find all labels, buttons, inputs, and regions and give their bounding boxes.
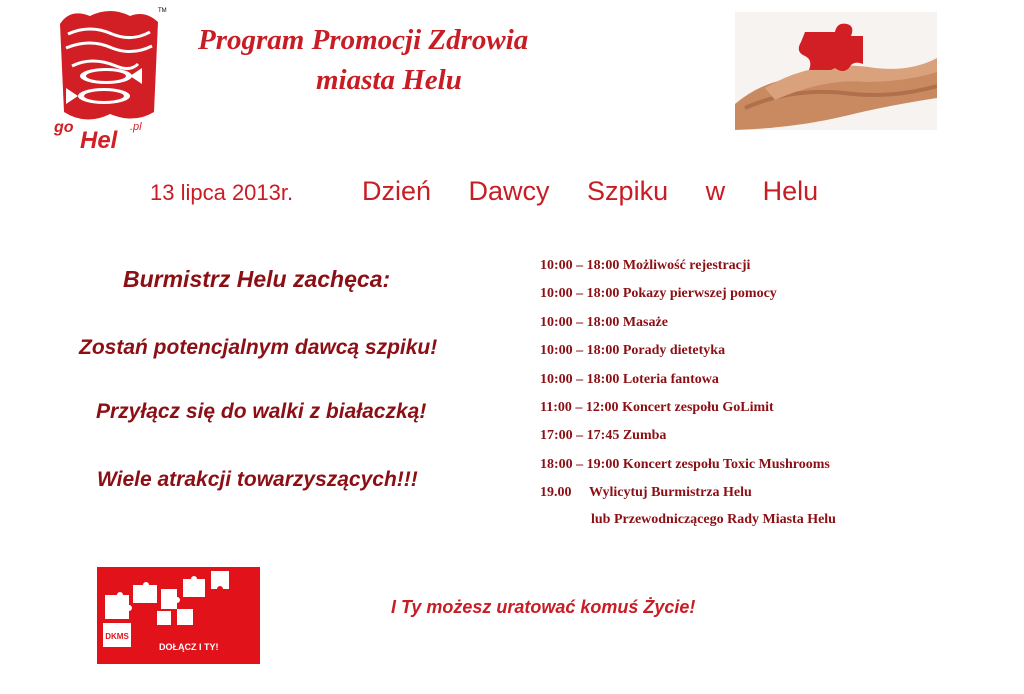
header-title-line2: miasta Helu (316, 64, 462, 96)
schedule-item (540, 426, 830, 454)
schedule-activity: Wylicytuj Burmistrza Helu (589, 485, 752, 501)
schedule-item (540, 483, 830, 511)
dkms-cta: DOŁĄCZ I TY! (159, 642, 219, 652)
schedule-item (540, 256, 830, 284)
gohel-logo (50, 4, 170, 154)
schedule-activity: Porady dietetyka (622, 343, 726, 359)
hands-puzzle-image (735, 12, 937, 130)
appeal-line: Przyłącz się do walki z białaczką! (96, 400, 427, 423)
schedule-activity: Koncert zespołu Toxic Mushrooms (622, 456, 830, 472)
schedule-activity: Masaże (622, 314, 668, 330)
schedule-item (540, 284, 830, 312)
schedule-time: 10:00 – 18:00 (540, 314, 620, 330)
logo-hel-text: Hel (80, 127, 118, 154)
schedule-item (540, 341, 830, 369)
event-schedule (540, 256, 830, 512)
schedule-time: 17:00 – 17:45 (540, 428, 620, 444)
schedule-item (540, 398, 830, 426)
schedule-time: 11:00 – 12:00 (540, 399, 619, 415)
event-title: Dzień Dawcy Szpiku w Helu (362, 176, 819, 206)
dkms-brand: DKMS (105, 632, 129, 641)
schedule-activity: Koncert zespołu GoLimit (622, 399, 774, 415)
schedule-time: 10:00 – 18:00 (540, 286, 620, 302)
schedule-time: 10:00 – 18:00 (540, 343, 620, 359)
appeal-heading: Burmistrz Helu zachęca: (123, 266, 391, 292)
schedule-time: 19.00 (540, 485, 572, 501)
schedule-item (540, 313, 830, 341)
appeal-line: Zostań potencjalnym dawcą szpiku! (79, 336, 438, 359)
schedule-time: 10:00 – 18:00 (540, 258, 620, 273)
logo-go-text: go (54, 119, 74, 136)
appeal-line: Wiele atrakcji towarzyszących!!! (97, 468, 418, 491)
dkms-banner (97, 567, 260, 664)
logo-pl-text: .pl (130, 121, 142, 133)
schedule-activity: Pokazy pierwszej pomocy (622, 286, 777, 302)
closing-slogan: I Ty możesz uratować komuś Życie! (391, 597, 696, 617)
schedule-time: 10:00 – 18:00 (540, 371, 620, 387)
schedule-item (540, 455, 830, 483)
schedule-activity: Możliwość rejestracji (622, 258, 751, 273)
schedule-activity: Loteria fantowa (622, 371, 719, 387)
trademark-mark: TM (158, 8, 167, 14)
schedule-item (540, 370, 830, 398)
event-date: 13 lipca 2013r. (150, 180, 294, 205)
schedule-activity-continuation: lub Przewodniczącego Rady Miasta Helu (591, 512, 836, 527)
schedule-activity: Zumba (622, 428, 667, 444)
header-title-line1: Program Promocji Zdrowia (198, 24, 529, 56)
schedule-time: 18:00 – 19:00 (540, 456, 620, 472)
